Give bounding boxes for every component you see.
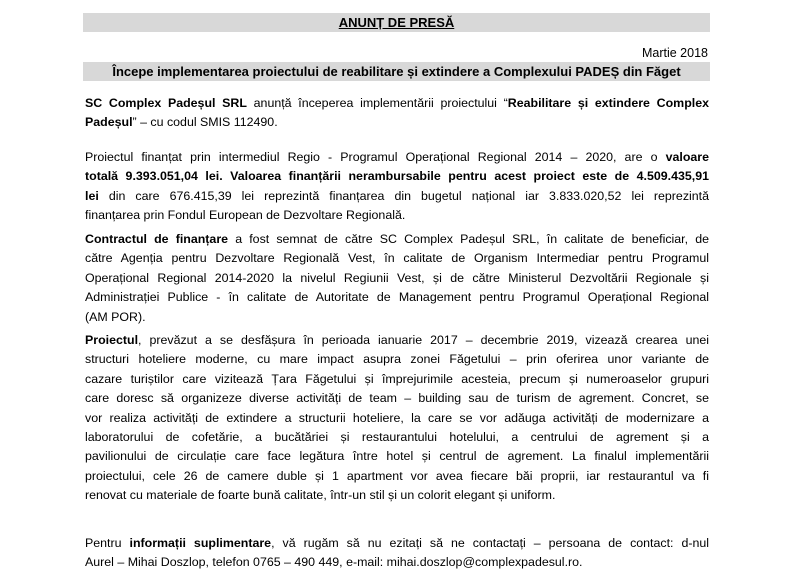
title-bar bbox=[83, 13, 710, 32]
project-name: Reabilitare și extindere Complex bbox=[507, 96, 709, 110]
paragraph-financing bbox=[85, 148, 709, 226]
text-span: a fost semnat de către SC Complex Padeșul SRL, în calitate de beneficiar, de bbox=[228, 232, 709, 246]
paragraph-line bbox=[85, 167, 709, 186]
company-name: SC Complex Padeșul SRL bbox=[85, 96, 247, 110]
paragraph-line bbox=[85, 331, 709, 350]
paragraph-announcement bbox=[85, 94, 709, 133]
text-span: , prevăzut a se desfășura în perioada ianuarie 2017 – decembrie 2019, vizează crearea unei bbox=[138, 333, 709, 347]
text-span: , vă rugăm să nu ezitați să ne contactați – persoana de contact: d-nul bbox=[271, 536, 709, 550]
paragraph-line bbox=[85, 148, 709, 167]
paragraph-line: laboratorului de cofetărie, a bucătăriei și restaurantului hotelului, a centrului de agrement și a bbox=[85, 430, 709, 445]
paragraph-project bbox=[85, 331, 709, 506]
bold-span: valoare bbox=[665, 150, 709, 164]
paragraph-line: care doresc să organizeze diverse activități de team – building sau de turism de agrement. Concret, se bbox=[85, 391, 709, 406]
paragraph-line: către Agenția pentru Dezvoltare Regională Vest, în calitate de Organism Intermediar pentru Programul bbox=[85, 251, 709, 266]
paragraph-contact bbox=[85, 534, 709, 573]
subtitle-bar bbox=[83, 62, 710, 81]
paragraph-line bbox=[85, 113, 709, 132]
paragraph-line: Operațional Regional 2014-2020 la nivelul Regiunii Vest, și de către Ministerul Dezvoltării Regionale și bbox=[85, 270, 709, 285]
text-span: Pentru bbox=[85, 536, 130, 550]
paragraph-line: Administrației Publice - în calitate de Autoritate de Management pentru Programul Operațional Regional bbox=[85, 290, 709, 305]
text-span: ” – cu codul SMIS 112490. bbox=[132, 115, 278, 130]
bold-span: totală 9.393.051,04 lei. Valoarea finanțării nerambursabile pentru acest proiect este de 4.509.435,91 bbox=[85, 169, 709, 184]
bold-span: lei bbox=[85, 188, 99, 203]
paragraph-line: Aurel – Mihai Doszlop, telefon 0765 – 490 449, e-mail: mihai.doszlop@complexpadesul.ro. bbox=[85, 555, 583, 570]
paragraph-line: vor realiza activități de extindere a structurii hoteliere, la care se vor adăuga activități de modernizare a bbox=[85, 410, 709, 425]
bold-span: Proiectul bbox=[85, 333, 139, 347]
paragraph-line: pavilionului de circulație care face legătura între hotel și centrul de agrement. La finalul implementării bbox=[85, 449, 709, 464]
date: Martie 2018 bbox=[641, 46, 708, 60]
paragraph-line: proiectului, cele 26 de camere duble și 1 apartment vor avea fiecare băi proprii, iar restaurantul va fi bbox=[85, 468, 709, 483]
subtitle: Începe implementarea proiectului de reabilitare și extindere a Complexului PADEȘ din Făget bbox=[112, 64, 681, 79]
text-span: Proiectul finanțat prin intermediul Regio - Programul Operațional Regional 2014 – 2020, are o bbox=[85, 150, 666, 164]
paragraph-line bbox=[85, 187, 709, 206]
project-name-cont: Padeșul bbox=[85, 115, 133, 130]
paragraph-line bbox=[85, 534, 709, 553]
text-span: anunță începerea implementării proiectului “ bbox=[246, 96, 508, 110]
bold-span: Contractul de finanțare bbox=[85, 232, 229, 246]
paragraph-line bbox=[85, 230, 709, 249]
paragraph-line: finanțarea prin Fondul European de Dezvoltare Regională. bbox=[85, 208, 406, 223]
paragraph-line: (AM POR). bbox=[85, 309, 146, 324]
text-span: din care 676.415,39 lei reprezintă finanțarea din bugetul național iar 3.833.020,52 lei reprezintă bbox=[98, 188, 709, 203]
paragraph-contract bbox=[85, 230, 709, 327]
paragraph-line bbox=[85, 94, 709, 113]
paragraph-line: renovat cu materiale de foarte bună calitate, într-un stil și un colorit elegant și uniform. bbox=[85, 488, 556, 503]
paragraph-line: cazare turiștilor care vizitează Țara Făgetului și împrejurimile acesteia, precum și numeroaselor grupuri bbox=[85, 371, 709, 386]
page-title: ANUNȚ DE PRESĂ bbox=[338, 15, 455, 30]
paragraph-line: structuri hoteliere moderne, cu mare impact asupra zonei Făgetului – prin oferirea unor variante de bbox=[85, 352, 709, 367]
bold-span: informații suplimentare bbox=[129, 536, 272, 550]
